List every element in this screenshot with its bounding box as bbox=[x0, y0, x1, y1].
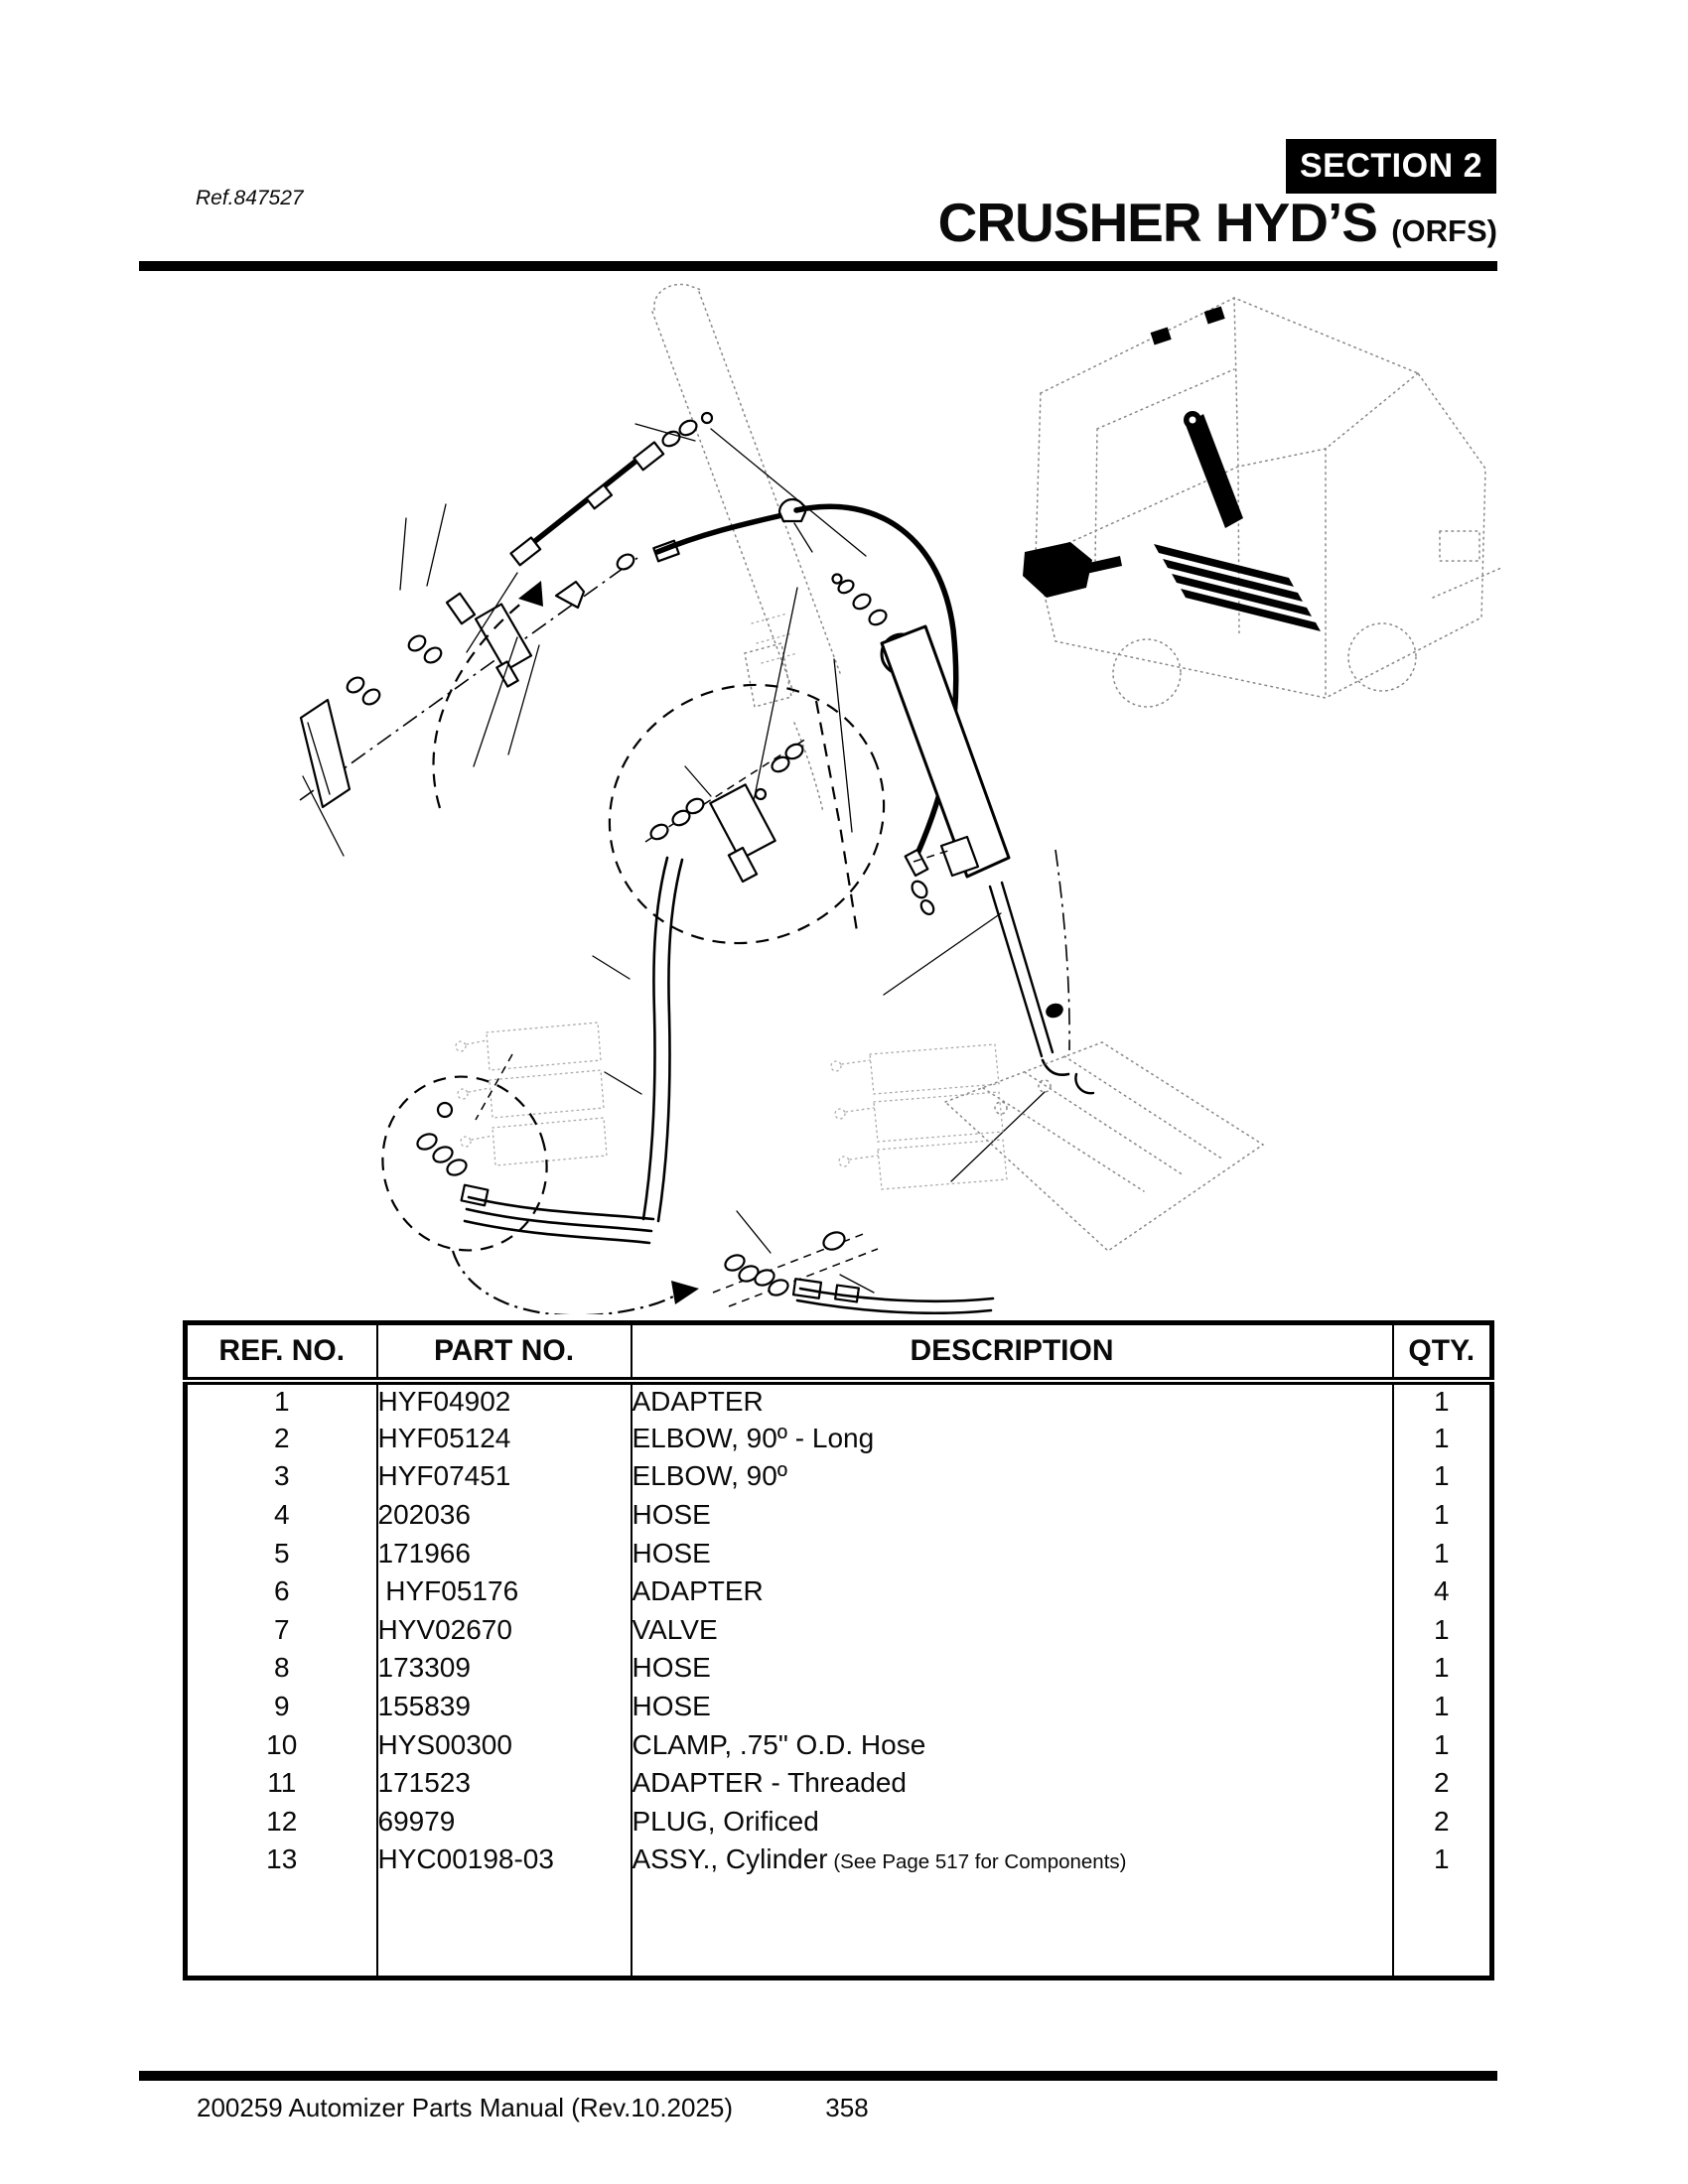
description-text: PLUG, Orificed bbox=[632, 1805, 819, 1837]
footer-page-number: 358 bbox=[825, 2093, 869, 2122]
table-filler-row bbox=[186, 1879, 1492, 1979]
cell-qty: 1 bbox=[1393, 1649, 1492, 1688]
description-text: ADAPTER - Threaded bbox=[632, 1767, 907, 1799]
cell-qty: 1 bbox=[1393, 1725, 1492, 1764]
cell-description bbox=[632, 1841, 1393, 1879]
reference-number: Ref.847527 bbox=[196, 187, 304, 209]
page-title: CRUSHER HYD’S (ORFS) bbox=[937, 192, 1497, 253]
table-row bbox=[186, 1457, 1492, 1496]
cell-qty: 2 bbox=[1393, 1803, 1492, 1842]
cell-ref-no: 7 bbox=[273, 1613, 290, 1645]
empty-cell bbox=[186, 1879, 377, 1979]
cell-description bbox=[632, 1688, 1393, 1726]
cell-description bbox=[632, 1803, 1393, 1842]
cell-qty: 1 bbox=[1393, 1841, 1492, 1879]
crusher-mechanism bbox=[1023, 411, 1321, 631]
cell-description bbox=[632, 1764, 1393, 1803]
cell-part-no: 155839 bbox=[377, 1688, 632, 1726]
parts-diagram bbox=[139, 276, 1549, 1314]
section-label: SECTION bbox=[1300, 147, 1454, 185]
cell-qty: 2 bbox=[1393, 1764, 1492, 1803]
valve-detail-ellipse bbox=[568, 641, 925, 987]
description-text: ADAPTER bbox=[632, 1575, 764, 1607]
empty-cell bbox=[632, 1879, 1393, 1979]
description-text: ELBOW, 90º - Long bbox=[632, 1422, 875, 1453]
right-valve-bank bbox=[831, 1044, 1007, 1189]
parts-table bbox=[183, 1320, 1494, 1980]
cell-ref-no: 6 bbox=[273, 1575, 290, 1607]
col-header-qty: QTY. bbox=[1393, 1323, 1492, 1382]
cell-part-no: HYV02670 bbox=[377, 1611, 632, 1650]
description-text: CLAMP, .75" O.D. Hose bbox=[632, 1728, 926, 1760]
header-rule bbox=[139, 261, 1497, 271]
table-row bbox=[186, 1841, 1492, 1879]
cell-ref-no: 5 bbox=[273, 1537, 290, 1569]
col-header-description: DESCRIPTION bbox=[632, 1323, 1393, 1382]
cell-ref-no: 9 bbox=[273, 1691, 290, 1722]
section-number: 2 bbox=[1463, 147, 1482, 185]
cell-part-no: 171966 bbox=[377, 1534, 632, 1572]
upper-hose-assembly bbox=[300, 413, 956, 916]
cell-qty: 1 bbox=[1393, 1457, 1492, 1496]
description-text: HOSE bbox=[632, 1537, 711, 1569]
description-text: ELBOW, 90º bbox=[632, 1460, 788, 1492]
empty-cell bbox=[377, 1879, 632, 1979]
cell-ref-no: 1 bbox=[273, 1386, 290, 1418]
cell-part-no: HYF05124 bbox=[377, 1420, 632, 1458]
table-row bbox=[186, 1764, 1492, 1803]
parts-table-body bbox=[186, 1381, 1492, 1979]
empty-cell bbox=[1393, 1879, 1492, 1979]
cell-ref-no: 13 bbox=[266, 1843, 298, 1875]
cell-part-no: 69979 bbox=[377, 1803, 632, 1842]
cell-description bbox=[632, 1496, 1393, 1535]
left-valve-bank bbox=[360, 1023, 653, 1272]
page-title-suffix: (ORFS) bbox=[1391, 213, 1497, 248]
boom-outline bbox=[652, 285, 840, 812]
cell-part-no: 173309 bbox=[377, 1649, 632, 1688]
cell-description bbox=[632, 1649, 1393, 1688]
cell-ref-no: 3 bbox=[273, 1460, 290, 1492]
cell-ref-no: 12 bbox=[266, 1805, 298, 1837]
cell-ref-no: 11 bbox=[267, 1767, 297, 1799]
table-header-row bbox=[186, 1323, 1492, 1382]
cylinder-assembly bbox=[816, 575, 1069, 1075]
cell-part-no: HYS00300 bbox=[377, 1725, 632, 1764]
table-row bbox=[186, 1688, 1492, 1726]
table-row bbox=[186, 1572, 1492, 1611]
footer-rule bbox=[139, 2071, 1497, 2081]
fitting-detail-cluster bbox=[713, 1229, 993, 1313]
cell-description bbox=[632, 1457, 1393, 1496]
cell-part-no: HYF04902 bbox=[377, 1381, 632, 1420]
description-note: (See Page 517 for Components) bbox=[827, 1850, 1127, 1874]
table-row bbox=[186, 1496, 1492, 1535]
cell-qty: 4 bbox=[1393, 1572, 1492, 1611]
table-row bbox=[186, 1611, 1492, 1650]
section-tab bbox=[1286, 139, 1496, 194]
cell-part-no: HYF07451 bbox=[377, 1457, 632, 1496]
cell-description bbox=[632, 1572, 1393, 1611]
description-text: ASSY., Cylinder bbox=[632, 1843, 828, 1875]
cell-part-no: HYF05176 bbox=[377, 1572, 632, 1611]
table-row bbox=[186, 1534, 1492, 1572]
cell-description bbox=[632, 1611, 1393, 1650]
col-header-ref-no: REF. NO. bbox=[186, 1323, 377, 1382]
description-text: VALVE bbox=[632, 1613, 718, 1645]
cell-ref-no: 10 bbox=[266, 1728, 298, 1760]
cell-qty: 1 bbox=[1393, 1496, 1492, 1535]
cell-description bbox=[632, 1420, 1393, 1458]
description-text: HOSE bbox=[632, 1652, 711, 1684]
description-text: ADAPTER bbox=[632, 1386, 764, 1418]
footer-manual-info: 200259 Automizer Parts Manual (Rev.10.2025) bbox=[197, 2093, 734, 2122]
cell-ref-no: 8 bbox=[273, 1652, 290, 1684]
cell-description bbox=[632, 1381, 1393, 1420]
table-row bbox=[186, 1649, 1492, 1688]
crusher-deck-outline bbox=[945, 1042, 1263, 1251]
cell-qty: 1 bbox=[1393, 1611, 1492, 1650]
detail-arrow-right bbox=[453, 1251, 699, 1314]
twin-hoses bbox=[643, 858, 682, 1221]
cell-qty: 1 bbox=[1393, 1381, 1492, 1420]
table-row bbox=[186, 1725, 1492, 1764]
machine-outline bbox=[1036, 298, 1501, 707]
cell-part-no: 171523 bbox=[377, 1764, 632, 1803]
table-row bbox=[186, 1803, 1492, 1842]
cell-qty: 1 bbox=[1393, 1534, 1492, 1572]
cell-ref-no: 2 bbox=[273, 1422, 290, 1453]
cell-ref-no: 4 bbox=[273, 1499, 290, 1531]
cell-qty: 1 bbox=[1393, 1420, 1492, 1458]
cell-qty: 1 bbox=[1393, 1688, 1492, 1726]
cell-part-no: HYC00198-03 bbox=[377, 1841, 632, 1879]
cell-description bbox=[632, 1534, 1393, 1572]
table-row bbox=[186, 1381, 1492, 1420]
table-row bbox=[186, 1420, 1492, 1458]
description-text: HOSE bbox=[632, 1691, 711, 1722]
col-header-part-no: PART NO. bbox=[377, 1323, 632, 1382]
description-text: HOSE bbox=[632, 1499, 711, 1531]
cell-part-no: 202036 bbox=[377, 1496, 632, 1535]
cell-description bbox=[632, 1725, 1393, 1764]
